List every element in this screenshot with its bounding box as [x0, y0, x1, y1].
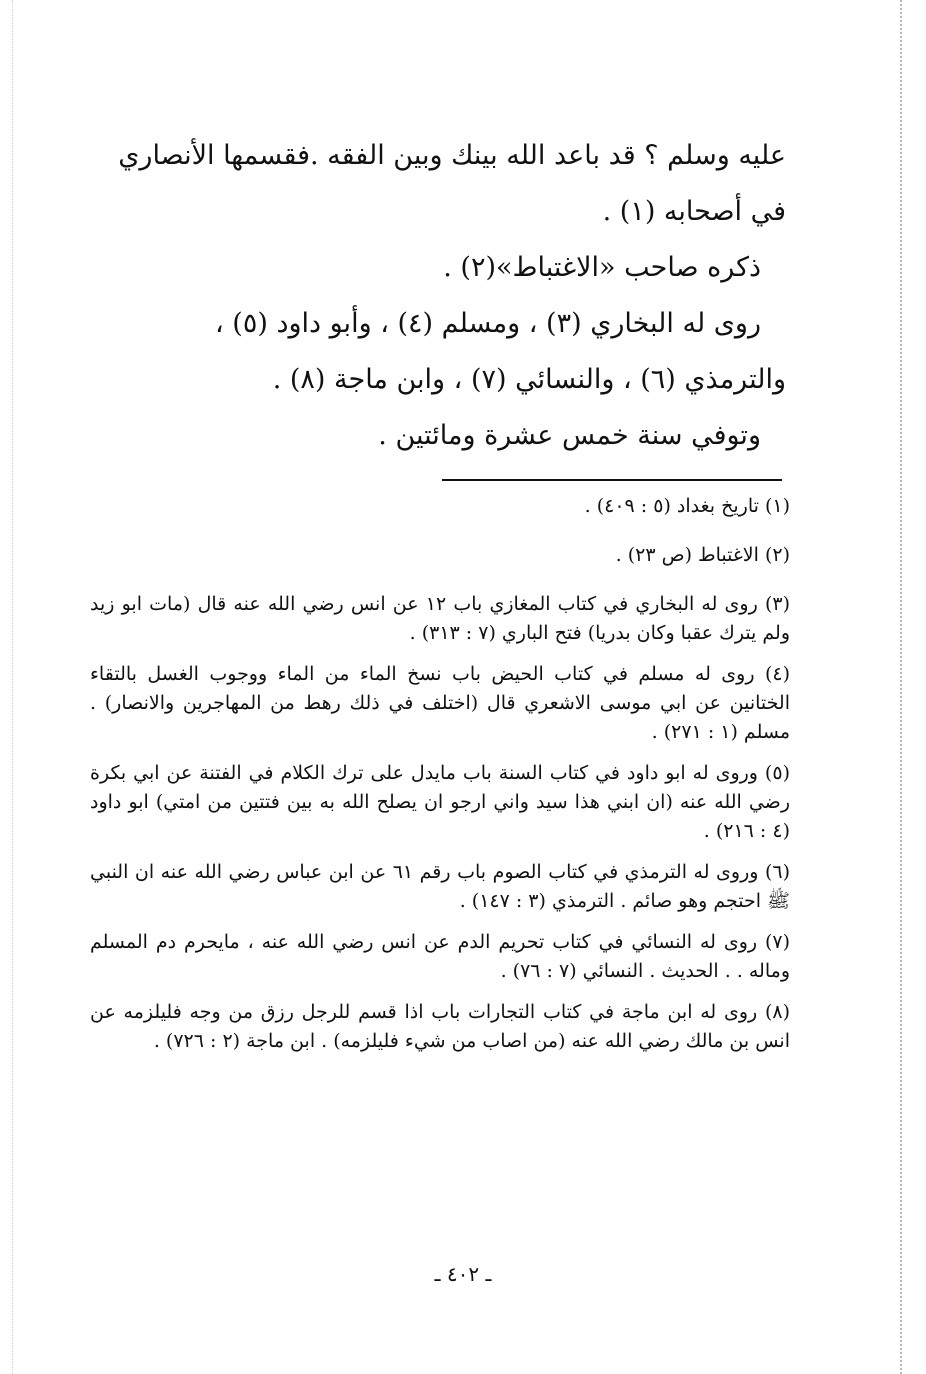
main-line-1: عليه وسلم ؟ قد باعد الله بينك وبين الفقه .فقسمها الأنصاري — [118, 140, 786, 171]
footnote-6: (٦) وروى له الترمذي في كتاب الصوم باب رقم ٦١ عن ابن عباس رضي الله عنه ان النبي ﷺ احتجم وهو صائم . الترمذي (٣ : ١٤٧) . — [90, 861, 791, 912]
scan-edge-dots-left — [12, 0, 13, 1374]
main-line-4: روى له البخاري (٣) ، ومسلم (٤) ، وأبو داود (٥) ، — [214, 308, 761, 339]
scan-edge-dots-right — [900, 0, 902, 1374]
main-line-6: وتوفي سنة خمس عشرة ومائتين . — [378, 420, 761, 451]
footnote-7: (٧) روى له النسائي في كتاب تحريم الدم عن انس رضي الله عنه ، مايحرم دم المسلم وماله . . الحديث . النسائي (٧ : ٧٦) . — [90, 931, 790, 982]
footnotes — [90, 492, 790, 1068]
main-line-5: والترمذي (٦) ، والنسائي (٧) ، وابن ماجة (٨) . — [272, 364, 786, 395]
main-line-2: في أصحابه (١) . — [602, 196, 786, 227]
footnote-1: (١) تاريخ بغداد (٥ : ٤٠٩) . — [584, 495, 790, 517]
page-number: ـ ٤٠٢ ـ — [434, 1262, 492, 1286]
footnote-3: (٣) روى له البخاري في كتاب المغازي باب ١٢ عن انس رضي الله عنه قال (مات ابو زيد ولم يترك عقبا وكان بدريا) فتح الباري (٧ : ٣١٣) . — [90, 593, 790, 644]
footnote-2: (٢) الاغتباط (ص ٢٣) . — [615, 544, 790, 566]
footnote-5: (٥) وروى له ابو داود في كتاب السنة باب مايدل على ترك الكلام في الفتنة عن ابي بكرة رضي الله عنه (ان ابني هذا سيد واني ارجو ان يصلح الله به بين فتتين من امتي) ابو داود (٤ : ٢١٦) . — [90, 762, 790, 842]
footnote-8: (٨) روى له ابن ماجة في كتاب التجارات باب اذا قسم للرجل رزق من وجه فليلزمه عن انس بن مالك رضي الله عنه (من اصاب من شيء فليلزمه) . ابن ماجة (٢ : ٧٢٦) . — [90, 1001, 790, 1052]
footnote-4: (٤) روى له مسلم في كتاب الحيض باب نسخ الماء من الماء ووجوب الغسل بالتقاء الختانين عن ابي موسى الاشعري قال (اختلف في ذلك رهط من المهاجرين والانصار) . مسلم (١ : ٢٧١) . — [90, 663, 790, 743]
footnote-divider — [442, 479, 782, 481]
main-text — [86, 128, 786, 464]
main-line-3: ذكره صاحب «الاغتباط»(٢) . — [443, 252, 761, 283]
